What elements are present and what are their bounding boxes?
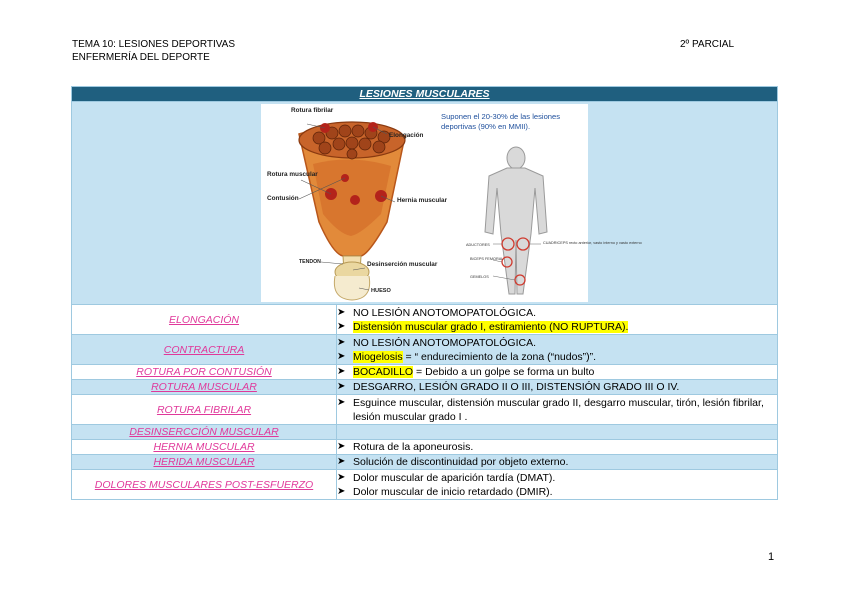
header-topic: TEMA 10: LESIONES DEPORTIVAS xyxy=(72,39,236,50)
bullet-text-part: NO LESIÓN ANOTOMOPATOLÓGICA. xyxy=(353,336,537,349)
label-desinsercion: Desinserción muscular xyxy=(367,261,438,268)
bullet-item xyxy=(337,440,777,454)
bullet-text xyxy=(353,365,594,379)
injury-description xyxy=(337,440,778,455)
label-biceps-femoral: BICEPS FEMORAL xyxy=(470,257,504,261)
label-gemelos: GEMELOS xyxy=(470,275,489,279)
injury-type-label: ROTURA MUSCULAR xyxy=(72,380,337,395)
table-row xyxy=(72,335,778,365)
table-row xyxy=(72,470,778,500)
bullet-item xyxy=(337,320,777,334)
arrow-bullet-icon: ➤ xyxy=(337,350,346,362)
label-hueso: HUESO xyxy=(371,288,391,294)
label-hernia-muscular: Hernia muscular xyxy=(397,197,448,204)
table-row xyxy=(72,455,778,470)
table-row xyxy=(72,425,778,440)
arrow-bullet-icon: ➤ xyxy=(337,485,346,497)
bullet-text-part: = “ endurecimiento de la zona (“nudos”)”. xyxy=(402,350,597,363)
bullet-item xyxy=(337,455,777,469)
bullet-text-part: Solución de discontinuidad por objeto externo. xyxy=(353,456,569,468)
table-row xyxy=(72,365,778,380)
injury-description xyxy=(337,365,778,380)
muscle-injury-figure xyxy=(261,104,642,302)
arrow-bullet-icon: ➤ xyxy=(337,441,346,452)
injury-description xyxy=(337,335,778,365)
label-tendon: TENDON xyxy=(299,259,321,265)
bullet-text-part: DESGARRO, LESIÓN GRADO II O III, DISTENSIÓN GRADO III O IV. xyxy=(353,381,680,393)
figure-cell xyxy=(72,102,778,305)
injury-rows xyxy=(72,305,778,500)
injury-description xyxy=(337,470,778,500)
injury-description xyxy=(337,395,778,425)
bullet-text-part: = Debido a un golpe se forma un bulto xyxy=(413,366,595,378)
bullet-item xyxy=(337,471,777,485)
bullet-item xyxy=(337,306,777,320)
injury-type-label: CONTRACTURA xyxy=(72,335,337,365)
figure-caption: Suponen el 20-30% de las lesiones deportivas (90% en MMII). xyxy=(441,112,561,131)
injury-type-label: HERIDA MUSCULAR xyxy=(72,455,337,470)
bullet-text xyxy=(353,306,536,320)
bullet-item xyxy=(337,380,777,394)
arrow-bullet-icon: ➤ xyxy=(337,366,346,377)
table-row xyxy=(72,380,778,395)
bullet-text xyxy=(353,320,628,334)
label-aductores: ADUCTORES xyxy=(466,243,490,247)
header-partial: 2º PARCIAL xyxy=(680,39,735,50)
injury-type-label: HERNIA MUSCULAR xyxy=(72,440,337,455)
bullet-text xyxy=(353,396,777,424)
bullet-text xyxy=(353,380,679,394)
highlighted-text: Miogelosis xyxy=(353,350,403,363)
bullet-text xyxy=(353,336,536,350)
arrow-bullet-icon: ➤ xyxy=(337,381,346,392)
highlighted-text: Distensión muscular grado I, estiramiento (NO RUPTURA). xyxy=(353,320,629,333)
header-subject: ENFERMERÍA DEL DEPORTE xyxy=(72,52,210,63)
arrow-bullet-icon: ➤ xyxy=(337,471,346,483)
table-title: LESIONES MUSCULARES xyxy=(72,87,778,102)
bullet-text xyxy=(353,471,555,485)
arrow-bullet-icon: ➤ xyxy=(337,336,346,348)
label-elongacion: Elongación xyxy=(389,132,424,139)
label-rotura-fibrilar: Rotura fibrilar xyxy=(291,107,334,114)
injury-description xyxy=(337,305,778,335)
highlighted-text: BOCADILLO xyxy=(353,366,414,378)
arrow-bullet-icon: ➤ xyxy=(337,456,346,467)
injury-description xyxy=(337,425,778,440)
arrow-bullet-icon: ➤ xyxy=(337,396,346,408)
bullet-text-part: Dolor muscular de inicio retardado (DMIR). xyxy=(353,485,553,498)
injury-type-label: DOLORES MUSCULARES POST-ESFUERZO xyxy=(72,470,337,500)
bullet-item xyxy=(337,396,777,424)
bullet-text xyxy=(353,350,596,364)
bullet-text xyxy=(353,440,473,454)
muscle-injuries-table xyxy=(71,86,778,500)
bullet-text-part: NO LESIÓN ANOTOMOPATOLÓGICA. xyxy=(353,306,537,319)
bullet-text-part: Esguince muscular, distensión muscular grado II, desgarro muscular, tirón, lesión fibrilar, lesión muscular grado I . xyxy=(353,396,764,423)
table-row xyxy=(72,395,778,425)
table-row xyxy=(72,305,778,335)
bullet-item xyxy=(337,350,777,364)
bullet-item xyxy=(337,336,777,350)
bullet-item xyxy=(337,365,777,379)
injury-type-label: ROTURA FIBRILAR xyxy=(72,395,337,425)
injury-type-label: DESINSERCCIÓN MUSCULAR xyxy=(72,425,337,440)
injury-type-label: ELONGACIÓN xyxy=(72,305,337,335)
document-header xyxy=(72,38,235,64)
bullet-text-part: Rotura de la aponeurosis. xyxy=(353,441,474,453)
arrow-bullet-icon: ➤ xyxy=(337,306,346,318)
label-rotura-muscular: Rotura muscular xyxy=(267,171,318,178)
injury-description xyxy=(337,455,778,470)
arrow-bullet-icon: ➤ xyxy=(337,320,346,332)
injury-description xyxy=(337,380,778,395)
injury-type-label: ROTURA POR CONTUSIÓN xyxy=(72,365,337,380)
page-number: 1 xyxy=(768,551,775,563)
label-contusion: Contusión xyxy=(267,195,299,202)
bullet-text-part: Dolor muscular de aparición tardía (DMAT). xyxy=(353,471,556,484)
bullet-item xyxy=(337,485,777,499)
bullet-text xyxy=(353,485,553,499)
label-cuadriceps: CUADRICEPS recto anterior, vasto interno y vasto externo xyxy=(543,241,642,245)
bullet-text xyxy=(353,455,568,469)
table-row xyxy=(72,440,778,455)
